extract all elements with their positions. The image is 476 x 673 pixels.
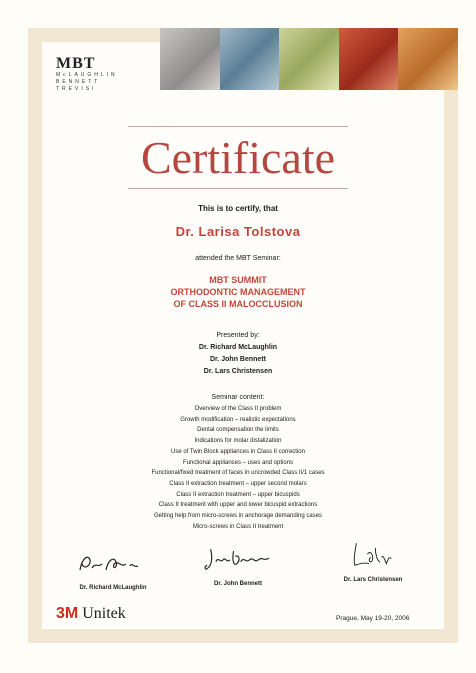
content-item: Micro-screws in Class II treatment — [192, 523, 284, 530]
mbt-logo — [56, 56, 126, 93]
content-item: Growth modification – realistic expectations — [180, 416, 296, 423]
mbt-logo-text: MBT — [56, 55, 96, 72]
content-item: Use of Twin Block appliances in Class II correction — [171, 448, 305, 455]
content-item: Indications for molar distalization — [194, 438, 282, 445]
seminar-title — [0, 274, 476, 310]
content-item: Class II treatment with upper and lower bicuspid extractions — [158, 502, 318, 509]
content-item: Dental compensation the limits — [197, 427, 279, 434]
signature-block-bennett — [183, 544, 293, 587]
content-item: Class II extraction treatment – upper bicuspids — [176, 491, 300, 498]
signature-block-mclaughlin — [58, 548, 168, 591]
frame-border-bottom — [28, 629, 458, 643]
header-photo-5 — [398, 28, 458, 90]
signature-name-bennett: Dr. John Bennett — [213, 581, 262, 587]
seminar-title-line: ORTHODONTIC MANAGEMENT — [170, 287, 306, 297]
mbt-logo-sub-1: McLAUGHLIN — [56, 72, 118, 78]
attended-line: attended the MBT Seminar: — [195, 255, 281, 262]
seminar-title-line: OF CLASS II MALOCCLUSION — [173, 299, 303, 309]
signature-christensen-image — [318, 540, 428, 570]
signature-bennett-image — [183, 544, 293, 574]
recipient-name: Dr. Larisa Tolstova — [175, 224, 301, 239]
presented-label: Presented by: — [216, 332, 260, 339]
seminar-title-line: MBT SUMMIT — [209, 275, 267, 285]
content-item: Class II extraction treatment – upper second molars — [169, 480, 307, 487]
header-photo-strip — [160, 28, 458, 90]
mbt-logo-sub-3: TREVISI — [56, 86, 97, 92]
header-photo-2 — [220, 28, 280, 90]
content-label: Seminar content: — [211, 394, 265, 401]
presenter-name: Dr. Lars Christensen — [203, 368, 273, 375]
signature-block-christensen — [318, 540, 428, 583]
header-photo-4 — [339, 28, 399, 90]
presenters-list — [0, 342, 476, 378]
content-item: Overview of the Class II problem — [194, 406, 282, 412]
signature-name-christensen: Dr. Lars Christensen — [343, 577, 403, 583]
presenter-name: Dr. Richard McLaughlin — [198, 344, 278, 351]
3m-logo-text: 3M — [56, 605, 79, 622]
unitek-logo-text: Unitek — [82, 605, 126, 622]
content-list — [0, 404, 476, 532]
title-rule-bottom — [128, 188, 348, 189]
certificate-title: Certificate — [140, 132, 336, 183]
header-photo-1 — [160, 28, 220, 90]
signature-name-mclaughlin: Dr. Richard McLaughlin — [79, 585, 147, 591]
signature-mclaughlin-image — [58, 548, 168, 578]
content-item: Functional appliances – uses and options — [182, 459, 294, 466]
content-item: Getting help from micro-screws in anchorage demanding cases — [153, 513, 323, 520]
mbt-logo-sub-2: BENNETT — [56, 79, 101, 85]
presenter-name: Dr. John Bennett — [209, 356, 266, 363]
place-date: Prague, May 19-20, 2006 — [336, 615, 410, 622]
header-photo-3 — [279, 28, 339, 90]
content-item: Functional/fixed treatment of faces in uncrowded Class II/1 cases — [151, 470, 325, 477]
title-rule-top — [128, 126, 348, 127]
3m-unitek-logo — [56, 605, 126, 623]
certify-line: This is to certify, that — [198, 204, 278, 213]
